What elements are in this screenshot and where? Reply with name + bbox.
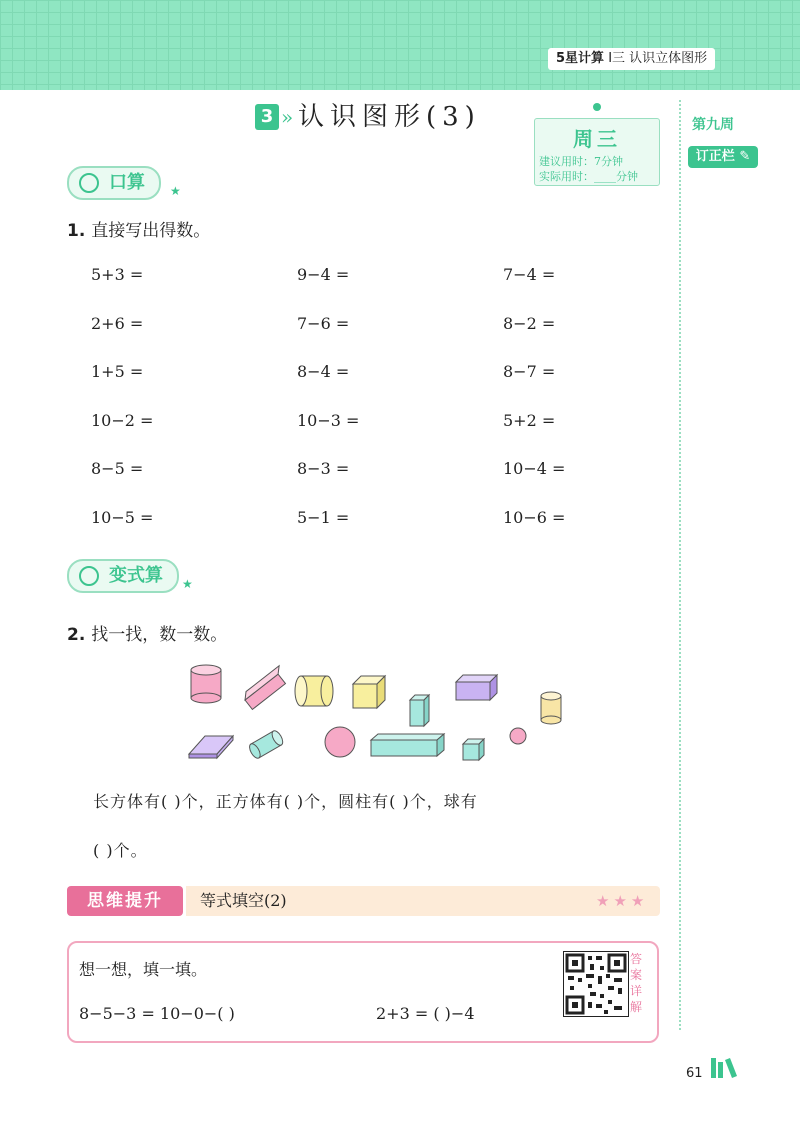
equation: 8−2 = — [503, 314, 556, 333]
question-text: 直接写出得数。 — [91, 221, 211, 241]
difficulty-stars: ★★★ — [596, 892, 649, 910]
chevron-right-icon: » — [281, 105, 294, 129]
answer-explanation-label: 答案详解 — [630, 952, 643, 1014]
suggested-time: 建议用时：7分钟 — [539, 155, 623, 168]
equation: 9−4 = — [297, 265, 350, 284]
cylinder-shape — [191, 665, 221, 703]
margin-divider — [679, 100, 681, 1030]
qr-code-icon[interactable] — [563, 951, 629, 1017]
target-icon — [79, 566, 99, 586]
correction-text: 订正栏 — [695, 149, 735, 164]
equation: 7−6 = — [297, 314, 350, 333]
question-text: 找一找，数一数。 — [91, 625, 228, 645]
thinking-tag: 思维提升 — [67, 886, 183, 916]
equation: 5−1 = — [297, 508, 350, 527]
sphere-shape — [510, 728, 526, 744]
lesson-number: 3 — [255, 104, 279, 130]
equation: 10−5 = — [91, 508, 154, 527]
question-2-title — [67, 620, 227, 645]
cube-shape — [463, 739, 484, 760]
day-card — [534, 118, 660, 186]
cuboid-shape — [410, 695, 429, 726]
equation: 8−7 = — [503, 362, 556, 381]
solid-shapes-illustration — [185, 660, 565, 765]
sphere-shape — [325, 727, 355, 757]
cube-shape — [353, 676, 385, 708]
equation: 2+6 = — [91, 314, 144, 333]
cylinder-shape — [541, 692, 561, 724]
page-number: 61 — [686, 1066, 703, 1081]
equation: 1+5 = — [91, 362, 144, 381]
equation: 5+3 = — [91, 265, 144, 284]
section-label: 变式算 — [109, 565, 163, 586]
thinking-equation-1: 8−5−3 = 10−0−( ) — [79, 1004, 235, 1023]
section-label: 口算 — [109, 172, 145, 193]
equation: 10−3 = — [297, 411, 360, 430]
question-1-title — [67, 216, 210, 241]
header-band — [0, 0, 800, 90]
day-name: 周三 — [573, 127, 621, 151]
equation: 10−6 = — [503, 508, 566, 527]
question-number: 1. — [67, 221, 86, 241]
cylinder-shape — [247, 729, 284, 760]
pencil-icon: ✎ — [739, 149, 751, 164]
stopwatch-icon — [79, 173, 99, 193]
equation: 8−5 = — [91, 459, 144, 478]
equation: 5+2 = — [503, 411, 556, 430]
equation: 8−4 = — [297, 362, 350, 381]
section-header-oral — [67, 166, 161, 200]
equation: 7−4 = — [503, 265, 556, 284]
section-header-variant — [67, 559, 179, 593]
cuboid-shape — [456, 675, 497, 700]
cuboid-shape — [189, 736, 233, 758]
correction-column-label — [688, 146, 758, 168]
unit-name: Ⅰ三 认识立体图形 — [608, 51, 708, 66]
equation: 10−2 = — [91, 411, 154, 430]
cuboid-shape — [371, 734, 444, 756]
actual-time: 实际用时：____分钟 — [539, 170, 638, 183]
thinking-prompt: 想一想，填一填。 — [79, 960, 208, 979]
thinking-equation-2: 2+3 = ( )−4 — [376, 1004, 475, 1023]
equation: 10−4 = — [503, 459, 566, 478]
star-icon: ★ — [170, 184, 181, 198]
question-number: 2. — [67, 625, 86, 645]
page-title: 认识图形(3) — [298, 102, 481, 132]
count-answer-line-1: 长方体有( )个，正方体有( )个，圆柱有( )个，球有 — [93, 792, 478, 811]
cuboid-shape — [241, 666, 290, 710]
series-name: 5星计算 — [556, 51, 605, 66]
cylinder-shape — [295, 676, 333, 706]
books-icon — [710, 1056, 738, 1080]
series-label — [548, 48, 715, 70]
count-answer-line-2: ( )个。 — [93, 841, 148, 860]
thinking-subtitle: 等式填空(2) — [200, 891, 287, 910]
week-label: 第九周 — [692, 117, 734, 133]
equation: 8−3 = — [297, 459, 350, 478]
star-icon: ★ — [182, 577, 193, 591]
pin-icon — [593, 103, 601, 111]
